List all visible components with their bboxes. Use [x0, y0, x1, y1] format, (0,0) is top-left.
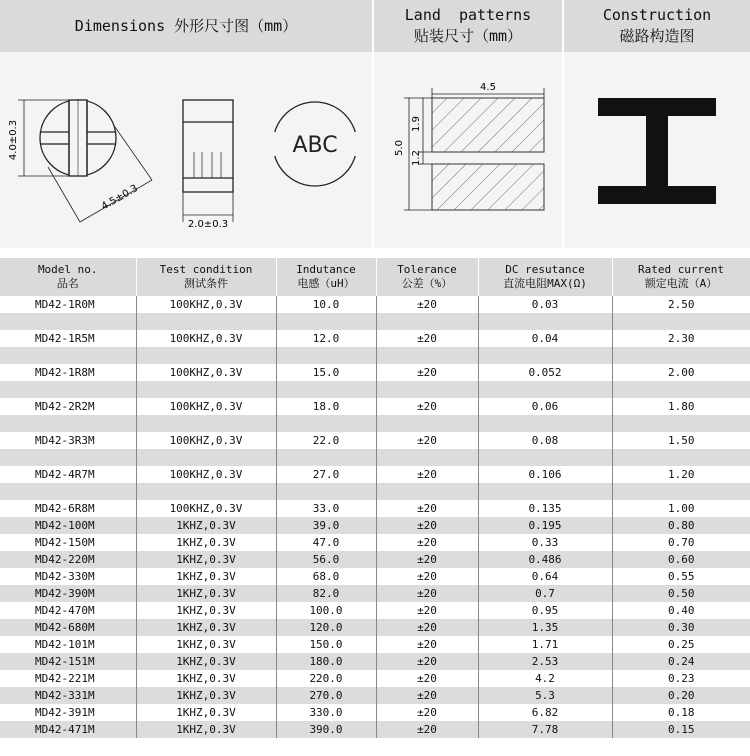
cell-model: MD42-680M: [0, 619, 136, 636]
table-row: [0, 602, 750, 619]
cell-dc-resistance: 5.3: [478, 687, 612, 704]
spacer-cell: [612, 313, 750, 330]
spacer-cell: [276, 347, 376, 364]
spacer-cell: [136, 347, 276, 364]
table-row: [0, 704, 750, 721]
dimensions-header: [0, 0, 374, 52]
cell-model: MD42-151M: [0, 653, 136, 670]
spec-table: [0, 258, 750, 738]
table-row: [0, 568, 750, 585]
spacer-cell: [478, 415, 612, 432]
spacer-cell: [136, 483, 276, 500]
cell-rated-current: 0.15: [612, 721, 750, 738]
cell-tolerance: ±20: [376, 602, 478, 619]
cell-inductance: 47.0: [276, 534, 376, 551]
land-patterns-title-cn: 贴装尺寸（mm）: [413, 27, 523, 45]
cell-dc-resistance: 0.64: [478, 568, 612, 585]
table-row: [0, 534, 750, 551]
spacer-cell: [0, 449, 136, 466]
cell-test-condition: 1KHZ,0.3V: [136, 653, 276, 670]
cell-tolerance: ±20: [376, 619, 478, 636]
cell-tolerance: ±20: [376, 364, 478, 381]
marking-notch-left: [272, 132, 282, 156]
cell-tolerance: ±20: [376, 704, 478, 721]
cell-tolerance: ±20: [376, 687, 478, 704]
cell-test-condition: 1KHZ,0.3V: [136, 619, 276, 636]
cell-tolerance: ±20: [376, 296, 478, 313]
cell-tolerance: ±20: [376, 517, 478, 534]
spacer-cell: [612, 449, 750, 466]
cell-dc-resistance: 0.195: [478, 517, 612, 534]
spacer-cell: [478, 449, 612, 466]
cell-rated-current: 0.60: [612, 551, 750, 568]
cell-dc-resistance: 0.04: [478, 330, 612, 347]
spacer-cell: [0, 483, 136, 500]
spacer-row: [0, 449, 750, 466]
spacer-cell: [478, 313, 612, 330]
table-row: [0, 619, 750, 636]
spacer-cell: [478, 381, 612, 398]
table-row: [0, 636, 750, 653]
diagonal-dimension-line: [48, 127, 152, 222]
spacer-cell: [276, 449, 376, 466]
spacer-cell: [612, 483, 750, 500]
header-dc-resistance: DC resutance 直流电阻MAX(Ω): [478, 258, 612, 296]
spacer-cell: [276, 381, 376, 398]
land-patterns-panel: [374, 52, 564, 248]
cell-model: MD42-390M: [0, 585, 136, 602]
cell-test-condition: 100KHZ,0.3V: [136, 466, 276, 483]
table-row: [0, 653, 750, 670]
cell-tolerance: ±20: [376, 534, 478, 551]
land-pad-top: [432, 98, 544, 152]
cell-model: MD42-330M: [0, 568, 136, 585]
table-row: [0, 551, 750, 568]
cell-tolerance: ±20: [376, 568, 478, 585]
cell-model: MD42-1R5M: [0, 330, 136, 347]
cell-dc-resistance: 0.135: [478, 500, 612, 517]
spacer-cell: [276, 415, 376, 432]
marking-text: ABC: [292, 133, 338, 158]
spacer-cell: [478, 483, 612, 500]
land-pad-bottom: [432, 164, 544, 210]
dimension-height-label: 4.0±0.3: [8, 119, 19, 161]
cell-test-condition: 100KHZ,0.3V: [136, 500, 276, 517]
cell-inductance: 100.0: [276, 602, 376, 619]
table-row: [0, 670, 750, 687]
cell-test-condition: 1KHZ,0.3V: [136, 704, 276, 721]
table-row: [0, 500, 750, 517]
cell-dc-resistance: 4.2: [478, 670, 612, 687]
land-patterns-drawing: [374, 52, 562, 248]
cell-dc-resistance: 0.06: [478, 398, 612, 415]
cell-dc-resistance: 0.08: [478, 432, 612, 449]
cell-tolerance: ±20: [376, 670, 478, 687]
dimensions-title: Dimensions 外形尺寸图（mm）: [74, 16, 298, 35]
spacer-cell: [376, 449, 478, 466]
cell-rated-current: 0.80: [612, 517, 750, 534]
cell-model: MD42-2R2M: [0, 398, 136, 415]
cell-inductance: 12.0: [276, 330, 376, 347]
cell-test-condition: 1KHZ,0.3V: [136, 517, 276, 534]
cell-inductance: 15.0: [276, 364, 376, 381]
width-dimension-line: [183, 192, 233, 222]
land-height-label: 5.0: [394, 140, 405, 156]
spacer-row: [0, 347, 750, 364]
cell-model: MD42-3R3M: [0, 432, 136, 449]
spacer-cell: [136, 449, 276, 466]
spacer-cell: [136, 415, 276, 432]
cell-test-condition: 1KHZ,0.3V: [136, 534, 276, 551]
height-dimension-line: [18, 100, 70, 176]
spacer-cell: [0, 347, 136, 364]
table-row: [0, 432, 750, 449]
cell-inductance: 82.0: [276, 585, 376, 602]
cell-dc-resistance: 7.78: [478, 721, 612, 738]
cell-dc-resistance: 0.106: [478, 466, 612, 483]
dimensions-drawing: [0, 52, 372, 248]
spacer-row: [0, 483, 750, 500]
cell-test-condition: 100KHZ,0.3V: [136, 432, 276, 449]
header-inductance: Indutance 电感（uH）: [276, 258, 376, 296]
spacer-cell: [612, 347, 750, 364]
cell-model: MD42-4R7M: [0, 466, 136, 483]
spec-table-body: [0, 296, 750, 738]
cell-test-condition: 1KHZ,0.3V: [136, 551, 276, 568]
construction-panel: [564, 52, 750, 248]
spacer-cell: [276, 483, 376, 500]
cell-rated-current: 1.50: [668, 434, 695, 447]
cell-tolerance: ±20: [376, 500, 478, 517]
cell-model: MD42-471M: [0, 721, 136, 738]
cell-dc-resistance: 0.052: [478, 364, 612, 381]
spacer-cell: [376, 313, 478, 330]
cell-inductance: 33.0: [276, 500, 376, 517]
cell-tolerance: ±20: [376, 432, 478, 449]
cell-inductance: 220.0: [276, 670, 376, 687]
cell-rated-current: 1.00: [668, 502, 695, 515]
cell-dc-resistance: 6.82: [478, 704, 612, 721]
header-model: Model no. 品名: [0, 258, 136, 296]
cell-rated-current: 1.20: [668, 468, 695, 481]
header-tolerance: Tolerance 公差（%）: [376, 258, 478, 296]
table-header-row: [0, 258, 750, 296]
spacer-cell: [0, 313, 136, 330]
cell-inductance: 22.0: [276, 432, 376, 449]
spacer-cell: [276, 313, 376, 330]
cell-test-condition: 100KHZ,0.3V: [136, 330, 276, 347]
land-width-label: 4.5: [480, 82, 496, 93]
dimensions-drawing-panel: [0, 52, 374, 248]
land-gap-label: 1.2: [411, 150, 422, 166]
cell-test-condition: 1KHZ,0.3V: [136, 568, 276, 585]
cell-dc-resistance: 1.35: [478, 619, 612, 636]
cell-tolerance: ±20: [376, 330, 478, 347]
cell-dc-resistance: 0.7: [478, 585, 612, 602]
cell-inductance: 18.0: [276, 398, 376, 415]
cell-dc-resistance: 0.95: [478, 602, 612, 619]
table-row: [0, 466, 750, 483]
cell-dc-resistance: 2.53: [478, 653, 612, 670]
cell-model: MD42-331M: [0, 687, 136, 704]
cell-inductance: 56.0: [276, 551, 376, 568]
cell-model: MD42-1R8M: [0, 364, 136, 381]
cell-test-condition: 100KHZ,0.3V: [136, 364, 276, 381]
cell-test-condition: 100KHZ,0.3V: [136, 398, 276, 415]
cell-rated-current: 2.50: [668, 298, 695, 311]
dimension-diagonal-label: 4.5±0.3: [99, 183, 140, 213]
dimension-width-label: 2.0±0.3: [187, 219, 229, 230]
cell-rated-current: 0.70: [668, 536, 695, 549]
cell-dc-resistance: 0.03: [478, 296, 612, 313]
table-row: [0, 721, 750, 738]
spacer-cell: [376, 347, 478, 364]
cell-tolerance: ±20: [376, 585, 478, 602]
cell-rated-current: 0.18: [668, 706, 695, 719]
cell-test-condition: 100KHZ,0.3V: [136, 296, 276, 313]
cell-rated-current: 0.20: [612, 687, 750, 704]
land-pad-label: 1.9: [411, 116, 422, 132]
cell-inductance: 39.0: [276, 517, 376, 534]
cell-model: MD42-470M: [0, 602, 136, 619]
header-test-condition: Test condition 测试条件: [136, 258, 276, 296]
marking-notch-right: [348, 132, 358, 156]
table-row: [0, 364, 750, 381]
cell-model: MD42-150M: [0, 534, 136, 551]
table-row: [0, 687, 750, 704]
cell-test-condition: 1KHZ,0.3V: [136, 585, 276, 602]
cell-model: MD42-101M: [0, 636, 136, 653]
spacer-cell: [136, 381, 276, 398]
cell-rated-current: 0.50: [612, 585, 750, 602]
cell-tolerance: ±20: [376, 636, 478, 653]
cell-model: MD42-221M: [0, 670, 136, 687]
cell-inductance: 150.0: [276, 636, 376, 653]
table-row: [0, 517, 750, 534]
cell-rated-current: 1.80: [668, 400, 695, 413]
spacer-row: [0, 313, 750, 330]
cell-rated-current: 2.00: [668, 366, 695, 379]
cell-inductance: 120.0: [276, 619, 376, 636]
cell-tolerance: ±20: [376, 466, 478, 483]
cell-model: MD42-6R8M: [0, 500, 136, 517]
construction-title-en: Construction: [602, 6, 712, 24]
cell-model: MD42-1R0M: [0, 296, 136, 313]
cell-model: MD42-100M: [0, 517, 136, 534]
core-construction-shape: [598, 98, 716, 204]
cell-tolerance: ±20: [376, 551, 478, 568]
cell-rated-current: 0.40: [668, 604, 695, 617]
cell-inductance: 180.0: [276, 653, 376, 670]
cell-model: MD42-391M: [0, 704, 136, 721]
spacer-cell: [612, 415, 750, 432]
construction-header: [564, 0, 750, 52]
cell-inductance: 330.0: [276, 704, 376, 721]
cell-rated-current: 0.25: [668, 638, 695, 651]
cell-tolerance: ±20: [376, 721, 478, 738]
cell-test-condition: 1KHZ,0.3V: [136, 602, 276, 619]
spacer-cell: [376, 415, 478, 432]
cell-test-condition: 1KHZ,0.3V: [136, 670, 276, 687]
spacer-cell: [136, 313, 276, 330]
land-patterns-title-en: Land patterns: [404, 6, 532, 24]
cell-inductance: 68.0: [276, 568, 376, 585]
spacer-cell: [0, 381, 136, 398]
table-row: [0, 330, 750, 347]
cell-inductance: 390.0: [276, 721, 376, 738]
cell-rated-current: 0.23: [668, 672, 695, 685]
cell-model: MD42-220M: [0, 551, 136, 568]
construction-title-cn: 磁路构造图: [619, 27, 695, 45]
cell-rated-current: 2.30: [668, 332, 695, 345]
spacer-row: [0, 381, 750, 398]
side-view-drawing: [183, 100, 233, 192]
cell-rated-current: 0.55: [668, 570, 695, 583]
cell-rated-current: 0.30: [612, 619, 750, 636]
spacer-cell: [0, 415, 136, 432]
cell-dc-resistance: 0.33: [478, 534, 612, 551]
spacer-cell: [612, 381, 750, 398]
header-rated-current: Rated current 额定电流（A）: [612, 258, 750, 296]
table-row: [0, 296, 750, 313]
cell-inductance: 27.0: [276, 466, 376, 483]
cell-test-condition: 1KHZ,0.3V: [136, 687, 276, 704]
top-view-drawing: [40, 100, 116, 176]
cell-inductance: 10.0: [276, 296, 376, 313]
cell-test-condition: 1KHZ,0.3V: [136, 636, 276, 653]
spacer-cell: [376, 381, 478, 398]
cell-tolerance: ±20: [376, 398, 478, 415]
cell-tolerance: ±20: [376, 653, 478, 670]
cell-dc-resistance: 0.486: [478, 551, 612, 568]
table-row: [0, 398, 750, 415]
spacer-row: [0, 415, 750, 432]
spacer-cell: [478, 347, 612, 364]
spacer-cell: [376, 483, 478, 500]
table-row: [0, 585, 750, 602]
construction-drawing: [564, 52, 750, 248]
cell-rated-current: 0.24: [612, 653, 750, 670]
cell-test-condition: 1KHZ,0.3V: [136, 721, 276, 738]
cell-dc-resistance: 1.71: [478, 636, 612, 653]
cell-inductance: 270.0: [276, 687, 376, 704]
land-patterns-header: [374, 0, 564, 52]
